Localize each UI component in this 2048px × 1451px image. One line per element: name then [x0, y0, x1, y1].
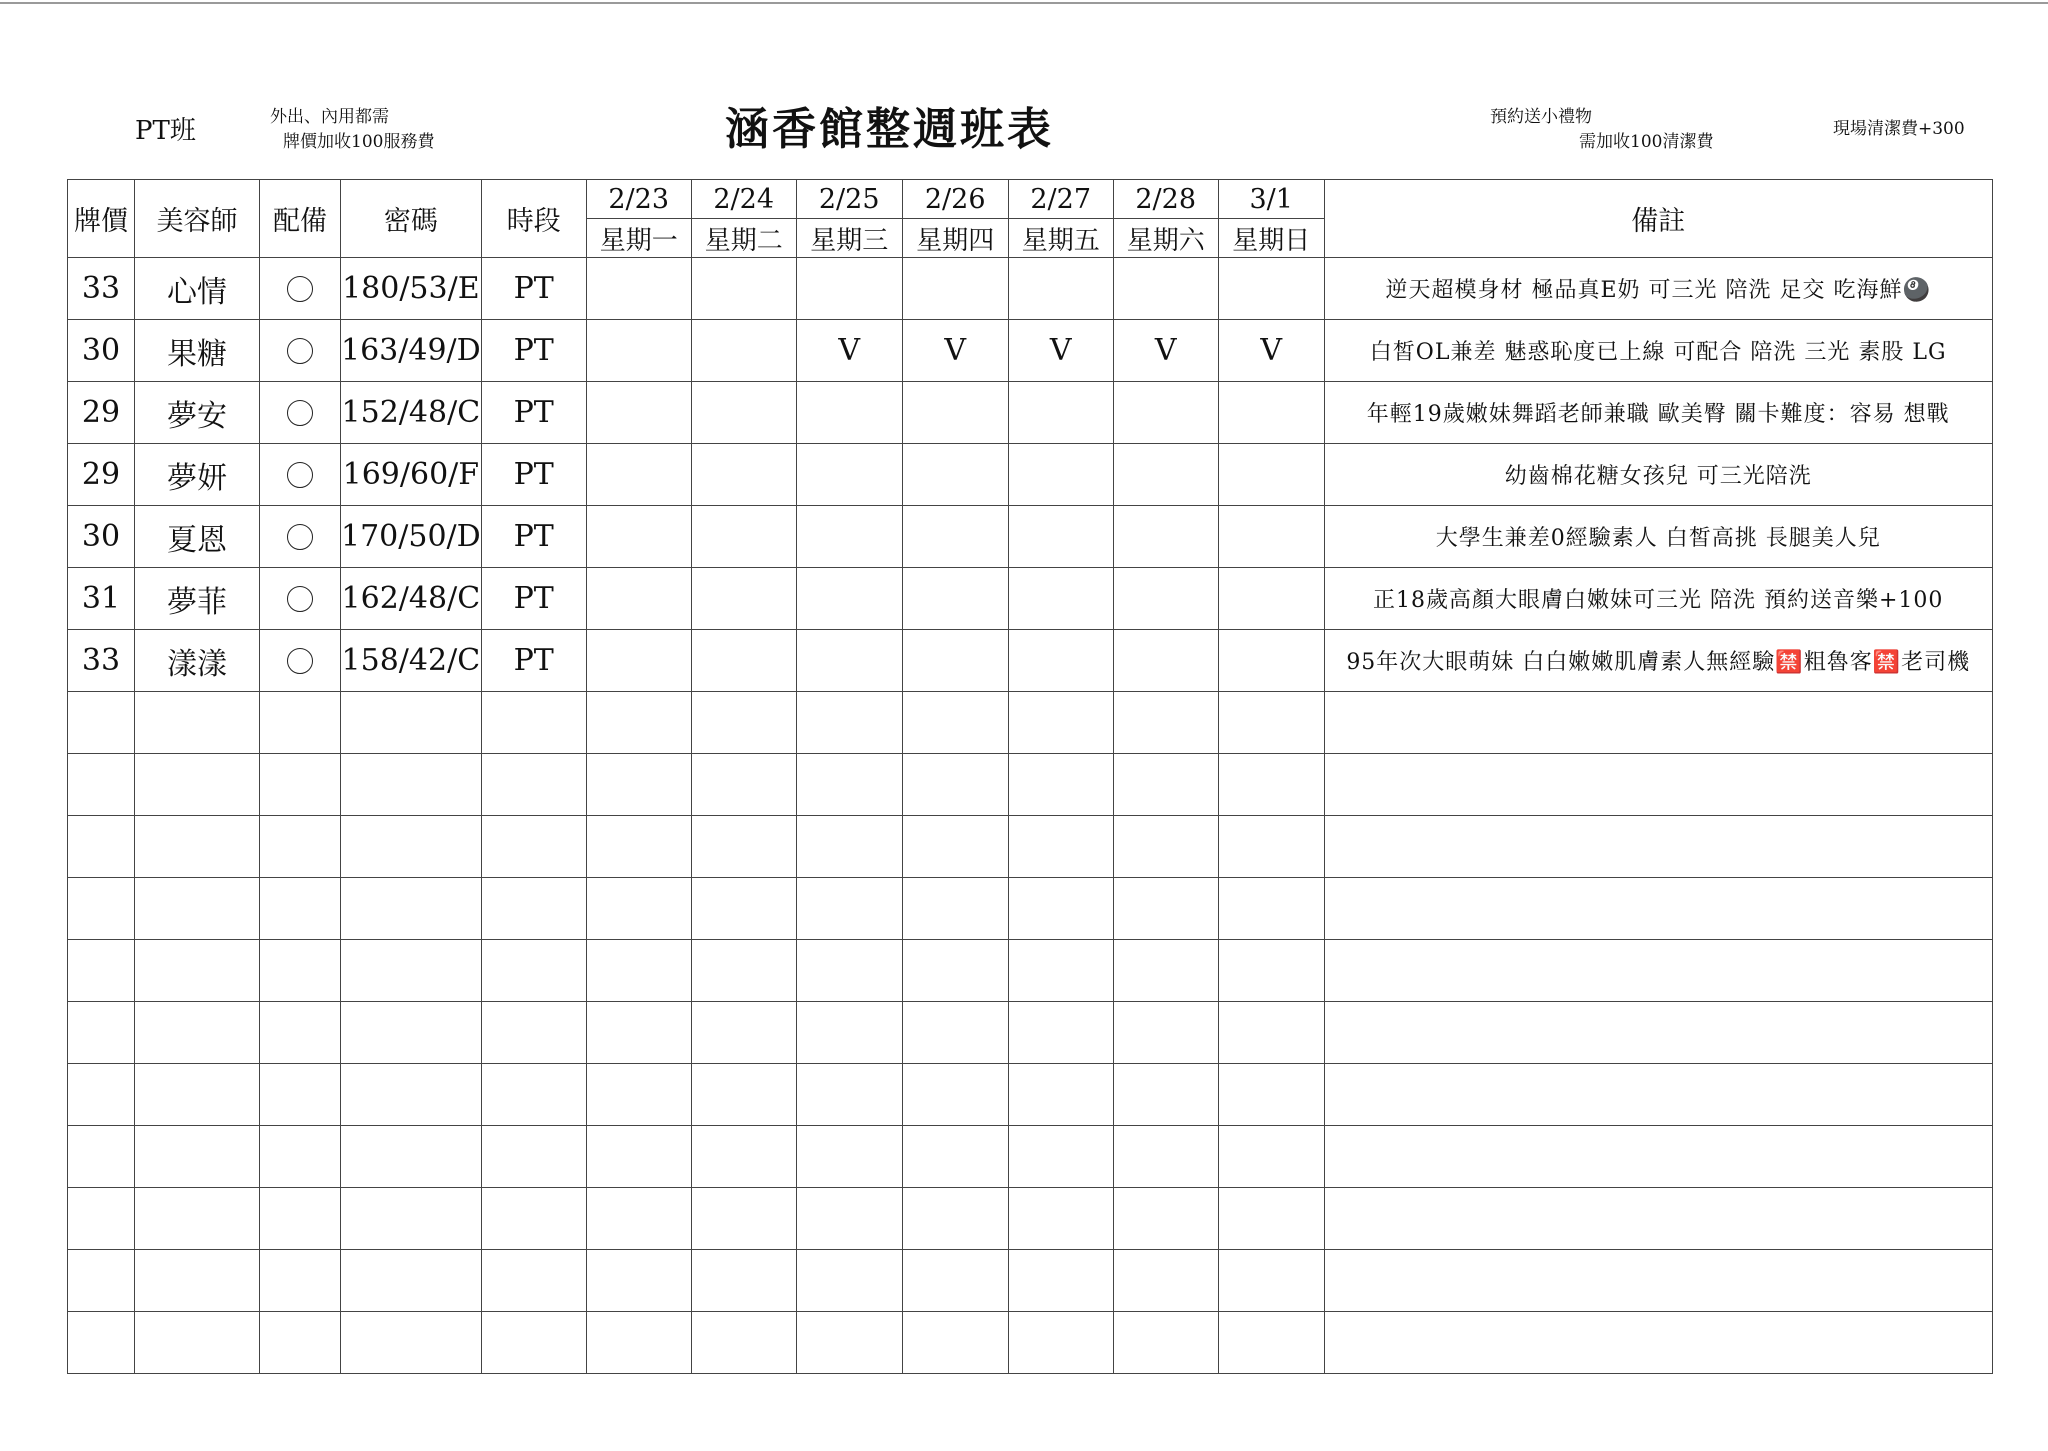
empty-cell	[1113, 878, 1218, 940]
empty-cell	[1324, 816, 1992, 878]
col-header-price: 牌價	[68, 180, 135, 258]
empty-cell	[135, 878, 260, 940]
day-mark-cell	[691, 382, 796, 444]
empty-cell	[1113, 754, 1218, 816]
circle-icon	[287, 586, 313, 612]
empty-cell	[260, 1250, 341, 1312]
table-row	[68, 444, 1993, 506]
day-mark-cell	[796, 444, 902, 506]
empty-cell	[260, 1188, 341, 1250]
day-mark-cell	[902, 568, 1008, 630]
empty-cell	[1218, 1312, 1324, 1374]
empty-cell	[1324, 754, 1992, 816]
empty-cell	[135, 1064, 260, 1126]
empty-cell	[1113, 940, 1218, 1002]
empty-cell	[902, 1188, 1008, 1250]
empty-cell	[68, 1064, 135, 1126]
empty-cell	[135, 692, 260, 754]
day-mark-cell	[796, 568, 902, 630]
empty-cell	[1324, 940, 1992, 1002]
day-mark-cell	[1113, 630, 1218, 692]
table-header-row	[68, 180, 1993, 219]
day-weekday: 星期日	[1218, 219, 1324, 258]
staff-name-cell: 果糖	[135, 320, 260, 382]
empty-cell	[586, 692, 691, 754]
empty-cell	[902, 878, 1008, 940]
empty-cell	[260, 1064, 341, 1126]
empty-cell	[691, 692, 796, 754]
empty-cell	[135, 1312, 260, 1374]
empty-cell	[586, 1250, 691, 1312]
empty-cell	[68, 754, 135, 816]
schedule-table	[67, 179, 1993, 1374]
empty-cell	[1218, 940, 1324, 1002]
empty-cell	[1324, 1188, 1992, 1250]
empty-cell	[1008, 754, 1113, 816]
day-mark-cell	[1113, 258, 1218, 320]
day-mark-cell: V	[1113, 320, 1218, 382]
empty-cell	[135, 1188, 260, 1250]
price-cell: 29	[68, 382, 135, 444]
measurement-cell: 158/42/C	[341, 630, 482, 692]
empty-cell	[691, 1002, 796, 1064]
empty-cell	[1324, 1312, 1992, 1374]
empty-cell	[341, 940, 482, 1002]
empty-cell	[796, 1188, 902, 1250]
day-date: 2/27	[1008, 180, 1113, 219]
equip-cell	[260, 568, 341, 630]
empty-cell	[902, 692, 1008, 754]
empty-cell	[1008, 1250, 1113, 1312]
empty-cell	[902, 1064, 1008, 1126]
day-mark-cell	[1218, 630, 1324, 692]
empty-table-row	[68, 940, 1993, 1002]
empty-cell	[1218, 754, 1324, 816]
empty-cell	[481, 1064, 586, 1126]
shift-label: PT班	[135, 116, 196, 146]
table-row	[68, 506, 1993, 568]
col-header-code: 密碼	[341, 180, 482, 258]
empty-cell	[68, 1312, 135, 1374]
day-weekday: 星期三	[796, 219, 902, 258]
day-date: 2/23	[586, 180, 691, 219]
day-mark-cell	[1218, 444, 1324, 506]
gift-note-line2: 需加收100清潔費	[1579, 132, 1714, 152]
day-mark-cell	[691, 630, 796, 692]
empty-cell	[260, 940, 341, 1002]
empty-cell	[341, 878, 482, 940]
day-mark-cell	[586, 382, 691, 444]
empty-cell	[135, 1250, 260, 1312]
empty-cell	[796, 1312, 902, 1374]
price-cell: 31	[68, 568, 135, 630]
circle-icon	[287, 276, 313, 302]
empty-cell	[691, 1126, 796, 1188]
col-header-slot: 時段	[481, 180, 586, 258]
day-weekday: 星期五	[1008, 219, 1113, 258]
table-row	[68, 630, 1993, 692]
top-rule	[0, 2, 2048, 4]
empty-cell	[68, 692, 135, 754]
empty-cell	[341, 1126, 482, 1188]
remark-cell: 大學生兼差0經驗素人 白皙高挑 長腿美人兒	[1324, 506, 1992, 568]
empty-cell	[341, 1002, 482, 1064]
empty-table-row	[68, 1250, 1993, 1312]
empty-cell	[586, 754, 691, 816]
day-mark-cell	[1218, 258, 1324, 320]
empty-cell	[1113, 1188, 1218, 1250]
empty-cell	[260, 1002, 341, 1064]
empty-cell	[796, 754, 902, 816]
empty-cell	[1218, 816, 1324, 878]
empty-cell	[691, 940, 796, 1002]
empty-cell	[260, 754, 341, 816]
day-mark-cell	[1008, 506, 1113, 568]
empty-cell	[586, 1126, 691, 1188]
day-date: 2/25	[796, 180, 902, 219]
day-mark-cell	[691, 568, 796, 630]
day-date: 2/28	[1113, 180, 1218, 219]
day-weekday: 星期六	[1113, 219, 1218, 258]
empty-cell	[260, 878, 341, 940]
remark-cell: 幼齒棉花糖女孩兒 可三光陪洗	[1324, 444, 1992, 506]
empty-cell	[586, 1312, 691, 1374]
day-mark-cell	[796, 382, 902, 444]
empty-cell	[341, 754, 482, 816]
empty-cell	[260, 1312, 341, 1374]
empty-cell	[68, 1188, 135, 1250]
empty-cell	[796, 940, 902, 1002]
empty-cell	[691, 1250, 796, 1312]
empty-cell	[1113, 1250, 1218, 1312]
remark-cell: 白皙OL兼差 魅惑恥度已上線 可配合 陪洗 三光 素股 LG	[1324, 320, 1992, 382]
empty-cell	[1324, 1002, 1992, 1064]
day-mark-cell	[1218, 382, 1324, 444]
day-weekday: 星期一	[586, 219, 691, 258]
empty-cell	[481, 1250, 586, 1312]
empty-cell	[796, 1002, 902, 1064]
empty-cell	[341, 1064, 482, 1126]
empty-cell	[1324, 1064, 1992, 1126]
day-mark-cell	[586, 320, 691, 382]
empty-cell	[481, 1002, 586, 1064]
day-mark-cell	[1218, 506, 1324, 568]
cleaning-fee-note: 現場清潔費+300	[1833, 119, 1965, 139]
day-mark-cell	[1008, 258, 1113, 320]
empty-cell	[586, 1064, 691, 1126]
empty-cell	[1113, 816, 1218, 878]
day-mark-cell	[691, 320, 796, 382]
empty-cell	[1008, 692, 1113, 754]
price-cell: 30	[68, 506, 135, 568]
empty-cell	[1218, 692, 1324, 754]
day-mark-cell: V	[1218, 320, 1324, 382]
staff-name-cell: 夢妍	[135, 444, 260, 506]
price-cell: 33	[68, 258, 135, 320]
time-slot-cell: PT	[481, 320, 586, 382]
schedule-body	[68, 258, 1993, 1374]
empty-cell	[481, 1312, 586, 1374]
empty-cell	[260, 692, 341, 754]
empty-cell	[68, 1126, 135, 1188]
day-mark-cell	[691, 444, 796, 506]
empty-cell	[586, 816, 691, 878]
empty-cell	[691, 1312, 796, 1374]
day-mark-cell	[1113, 382, 1218, 444]
col-header-name: 美容師	[135, 180, 260, 258]
day-mark-cell	[1218, 568, 1324, 630]
empty-cell	[135, 816, 260, 878]
empty-cell	[902, 754, 1008, 816]
empty-cell	[1324, 1250, 1992, 1312]
service-fee-note-line2: 牌價加收100服務費	[283, 132, 435, 152]
empty-cell	[1218, 1188, 1324, 1250]
day-weekday: 星期二	[691, 219, 796, 258]
empty-cell	[902, 1312, 1008, 1374]
circle-icon	[287, 338, 313, 364]
empty-cell	[135, 1002, 260, 1064]
equip-cell	[260, 382, 341, 444]
circle-icon	[287, 462, 313, 488]
day-mark-cell	[796, 258, 902, 320]
empty-cell	[1218, 1064, 1324, 1126]
measurement-cell: 163/49/D	[341, 320, 482, 382]
empty-cell	[135, 1126, 260, 1188]
day-mark-cell	[1113, 506, 1218, 568]
page-title: 涵香館整週班表	[725, 104, 1054, 155]
circle-icon	[287, 400, 313, 426]
measurement-cell: 162/48/C	[341, 568, 482, 630]
empty-cell	[586, 940, 691, 1002]
empty-cell	[135, 940, 260, 1002]
empty-cell	[481, 692, 586, 754]
empty-table-row	[68, 1312, 1993, 1374]
empty-table-row	[68, 692, 1993, 754]
day-mark-cell	[1113, 568, 1218, 630]
empty-cell	[691, 816, 796, 878]
time-slot-cell: PT	[481, 630, 586, 692]
empty-cell	[1218, 878, 1324, 940]
remark-cell: 逆天超模身材 極品真E奶 可三光 陪洗 足交 吃海鮮🎱	[1324, 258, 1992, 320]
day-mark-cell	[1008, 382, 1113, 444]
day-mark-cell	[586, 630, 691, 692]
circle-icon	[287, 524, 313, 550]
day-mark-cell	[586, 568, 691, 630]
day-mark-cell	[902, 506, 1008, 568]
staff-name-cell: 夢安	[135, 382, 260, 444]
empty-table-row	[68, 816, 1993, 878]
empty-cell	[68, 1250, 135, 1312]
empty-cell	[691, 878, 796, 940]
remark-cell: 正18歲高顏大眼膚白嫩妹可三光 陪洗 預約送音樂+100	[1324, 568, 1992, 630]
empty-table-row	[68, 1126, 1993, 1188]
circle-icon	[287, 648, 313, 674]
empty-cell	[691, 754, 796, 816]
time-slot-cell: PT	[481, 382, 586, 444]
empty-cell	[68, 878, 135, 940]
empty-cell	[481, 754, 586, 816]
empty-cell	[481, 816, 586, 878]
empty-cell	[68, 1002, 135, 1064]
day-mark-cell	[691, 258, 796, 320]
empty-cell	[1113, 1064, 1218, 1126]
empty-table-row	[68, 1002, 1993, 1064]
day-mark-cell	[796, 630, 902, 692]
staff-name-cell: 漾漾	[135, 630, 260, 692]
empty-cell	[341, 816, 482, 878]
empty-cell	[902, 940, 1008, 1002]
empty-cell	[1218, 1002, 1324, 1064]
empty-cell	[260, 1126, 341, 1188]
day-mark-cell	[1113, 444, 1218, 506]
remark-cell: 年輕19歲嫩妹舞蹈老師兼職 歐美臀 關卡難度：容易 想戰	[1324, 382, 1992, 444]
time-slot-cell: PT	[481, 258, 586, 320]
empty-cell	[1008, 1312, 1113, 1374]
table-row	[68, 568, 1993, 630]
day-mark-cell	[902, 444, 1008, 506]
empty-cell	[1008, 1126, 1113, 1188]
col-header-remark: 備註	[1324, 180, 1992, 258]
empty-cell	[135, 754, 260, 816]
empty-cell	[1008, 1002, 1113, 1064]
empty-cell	[796, 816, 902, 878]
table-row	[68, 382, 1993, 444]
empty-cell	[796, 692, 902, 754]
empty-cell	[1324, 1126, 1992, 1188]
measurement-cell: 180/53/E	[341, 258, 482, 320]
empty-cell	[586, 878, 691, 940]
day-date: 3/1	[1218, 180, 1324, 219]
measurement-cell: 152/48/C	[341, 382, 482, 444]
day-mark-cell	[1008, 568, 1113, 630]
empty-cell	[1113, 1312, 1218, 1374]
day-mark-cell	[902, 630, 1008, 692]
day-mark-cell	[902, 382, 1008, 444]
day-mark-cell: V	[902, 320, 1008, 382]
day-date: 2/24	[691, 180, 796, 219]
day-mark-cell: V	[796, 320, 902, 382]
remark-cell: 95年次大眼萌妹 白白嫩嫩肌膚素人無經驗🈲粗魯客🈲老司機	[1324, 630, 1992, 692]
empty-cell	[691, 1064, 796, 1126]
day-mark-cell	[1008, 630, 1113, 692]
empty-table-row	[68, 1188, 1993, 1250]
empty-cell	[1008, 816, 1113, 878]
day-mark-cell: V	[1008, 320, 1113, 382]
equip-cell	[260, 258, 341, 320]
empty-cell	[691, 1188, 796, 1250]
equip-cell	[260, 506, 341, 568]
day-mark-cell	[1008, 444, 1113, 506]
empty-cell	[796, 1064, 902, 1126]
col-header-equip: 配備	[260, 180, 341, 258]
empty-cell	[260, 816, 341, 878]
day-mark-cell	[586, 444, 691, 506]
empty-cell	[1324, 692, 1992, 754]
time-slot-cell: PT	[481, 506, 586, 568]
empty-cell	[481, 940, 586, 1002]
staff-name-cell: 夏恩	[135, 506, 260, 568]
empty-cell	[481, 1126, 586, 1188]
empty-table-row	[68, 1064, 1993, 1126]
empty-cell	[902, 816, 1008, 878]
day-mark-cell	[586, 506, 691, 568]
price-cell: 30	[68, 320, 135, 382]
day-mark-cell	[796, 506, 902, 568]
empty-cell	[1113, 692, 1218, 754]
equip-cell	[260, 444, 341, 506]
price-cell: 33	[68, 630, 135, 692]
day-mark-cell	[586, 258, 691, 320]
measurement-cell: 170/50/D	[341, 506, 482, 568]
empty-cell	[341, 692, 482, 754]
gift-note-line1: 預約送小禮物	[1490, 107, 1592, 127]
equip-cell	[260, 630, 341, 692]
empty-cell	[796, 1126, 902, 1188]
table-row	[68, 320, 1993, 382]
empty-cell	[902, 1250, 1008, 1312]
day-mark-cell	[691, 506, 796, 568]
empty-cell	[1324, 878, 1992, 940]
equip-cell	[260, 320, 341, 382]
empty-cell	[341, 1188, 482, 1250]
empty-cell	[1218, 1250, 1324, 1312]
empty-cell	[796, 878, 902, 940]
measurement-cell: 169/60/F	[341, 444, 482, 506]
empty-cell	[1008, 878, 1113, 940]
empty-cell	[1008, 940, 1113, 1002]
day-weekday: 星期四	[902, 219, 1008, 258]
staff-name-cell: 心情	[135, 258, 260, 320]
empty-cell	[1008, 1064, 1113, 1126]
price-cell: 29	[68, 444, 135, 506]
empty-cell	[481, 1188, 586, 1250]
day-mark-cell	[902, 258, 1008, 320]
time-slot-cell: PT	[481, 444, 586, 506]
empty-cell	[1218, 1126, 1324, 1188]
empty-cell	[1113, 1126, 1218, 1188]
service-fee-note-line1: 外出、內用都需	[270, 107, 389, 127]
empty-cell	[341, 1250, 482, 1312]
empty-table-row	[68, 878, 1993, 940]
empty-cell	[1113, 1002, 1218, 1064]
empty-cell	[1008, 1188, 1113, 1250]
empty-cell	[902, 1126, 1008, 1188]
empty-cell	[481, 878, 586, 940]
empty-cell	[796, 1250, 902, 1312]
table-row	[68, 258, 1993, 320]
empty-cell	[68, 940, 135, 1002]
day-date: 2/26	[902, 180, 1008, 219]
empty-cell	[341, 1312, 482, 1374]
empty-table-row	[68, 754, 1993, 816]
empty-cell	[586, 1002, 691, 1064]
staff-name-cell: 夢菲	[135, 568, 260, 630]
empty-cell	[902, 1002, 1008, 1064]
time-slot-cell: PT	[481, 568, 586, 630]
empty-cell	[68, 816, 135, 878]
empty-cell	[586, 1188, 691, 1250]
